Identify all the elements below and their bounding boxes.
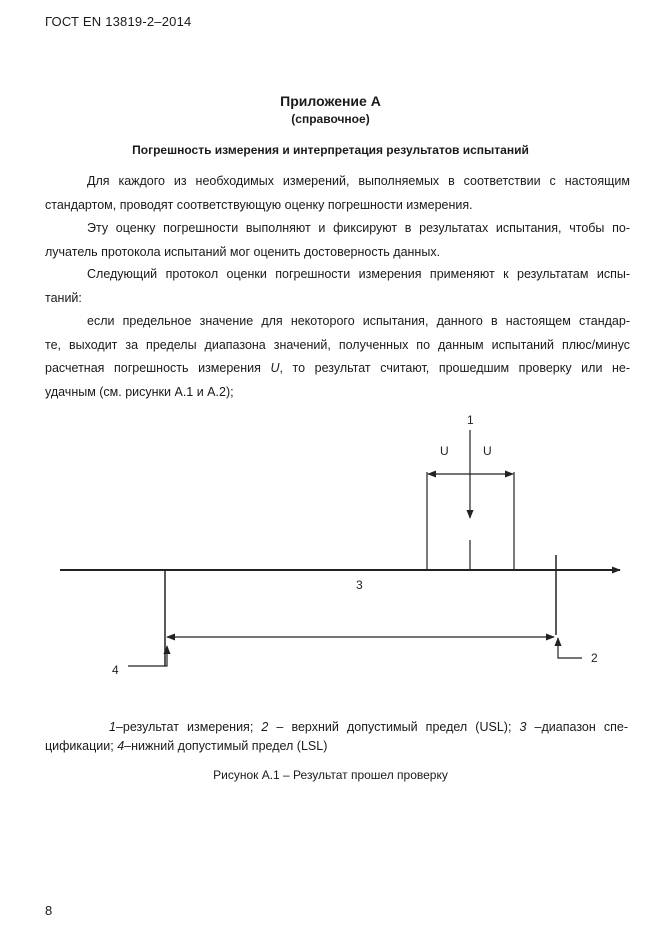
legend-text: –диапазон спе- (526, 720, 628, 734)
section-heading: Погрешность измерения и интерпретация результатов испытаний (132, 143, 529, 157)
legend-text: –результат измерения; (115, 720, 262, 734)
text-run: , то результат считают, прошедшим проверку или не- (279, 361, 631, 375)
paragraph-line: таний: (45, 290, 82, 305)
legend-text: – верхний допустимый предел (USL); (268, 720, 520, 734)
paragraph-line: если предельное значение для некоторого испытания, данного в настоящем стандар- (87, 314, 630, 328)
paragraph-line: стандартом, проводят соответствующую оценку погрешности измерения. (45, 197, 473, 212)
legend-num: 3 (519, 720, 527, 734)
paragraph-line: лучатель протокола испытаний мог оценить достоверность данных. (45, 244, 441, 259)
paragraph-3 (45, 263, 630, 310)
paragraph-4 (45, 310, 630, 404)
legend-num: 4 (117, 739, 125, 753)
appendix-title: Приложение А (280, 93, 381, 109)
appendix-subtitle: (справочное) (291, 112, 370, 126)
paragraph-line: Для каждого из необходимых измерений, выполняемых в соответствии с настоящим (87, 174, 630, 188)
legend-text: цификации; (45, 739, 118, 753)
label-1: 1 (467, 413, 474, 427)
paragraph-line: Эту оценку погрешности выполняют и фиксируют в результатах испытания, чтобы по- (87, 221, 630, 235)
standard-code: ГОСТ EN 13819-2–2014 (45, 14, 192, 29)
label-2: 2 (591, 651, 598, 665)
paragraph-line (45, 357, 630, 381)
legend-line (45, 737, 628, 756)
legend-line (45, 718, 628, 737)
label-3: 3 (356, 578, 363, 592)
usl-leader (558, 638, 582, 658)
page-number: 8 (45, 903, 53, 918)
paragraph-2 (45, 217, 630, 264)
label-4: 4 (112, 663, 119, 677)
label-u-left: U (440, 444, 449, 458)
legend-num: 2 (261, 720, 269, 734)
figure-legend (45, 718, 628, 756)
variable-u: U (270, 361, 280, 375)
paragraph-line: Следующий протокол оценки погрешности измерения применяют к результатам испы- (87, 267, 630, 281)
label-u-right: U (483, 444, 492, 458)
paragraph-line: удачным (см. рисунки А.1 и А.2); (45, 384, 234, 399)
lsl-leader (128, 646, 167, 666)
paragraph-line: те, выходит за пределы диапазона значений, полученных по данным испытаний плюс/минус (45, 337, 630, 352)
text-run: расчетная погрешность измерения (45, 361, 271, 375)
legend-num: 1 (109, 720, 116, 734)
paragraph-1 (45, 170, 630, 217)
figure-caption: Рисунок А.1 – Результат прошел проверку (213, 768, 448, 782)
legend-text: –нижний допустимый предел (LSL) (124, 739, 328, 753)
figure-a1-diagram (0, 400, 661, 690)
